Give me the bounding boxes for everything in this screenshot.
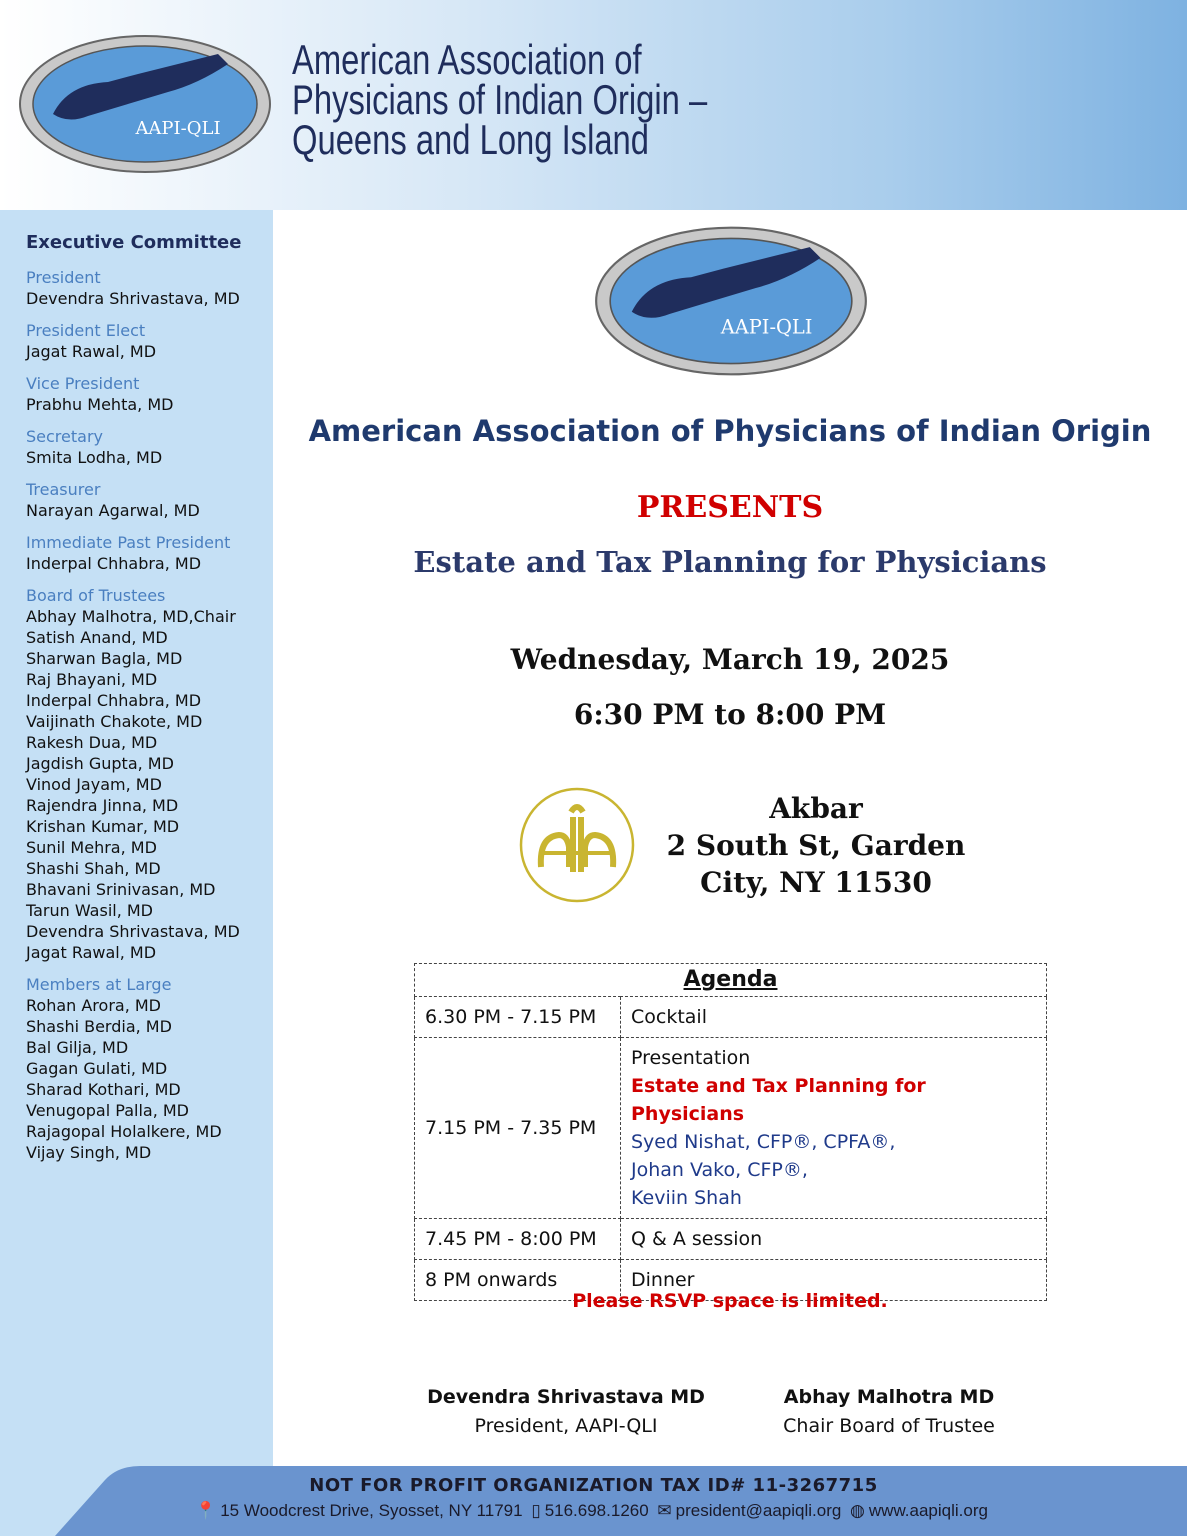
aapi-qli-logo — [18, 34, 272, 174]
venue-line: 2 South St, Garden — [666, 829, 966, 862]
phone: 516.698.1260 — [544, 1501, 649, 1520]
signatory-role: Chair Board of Trustee — [783, 1415, 995, 1437]
committee-member: Jagat Rawal, MD — [26, 342, 157, 361]
organization-name: American Association of Physicians of Indian Origin — [308, 414, 1152, 448]
committee-member: Rajendra Jinna, MD — [26, 796, 179, 815]
location-pin-icon: 📍 — [195, 1501, 217, 1520]
akbar-logo — [519, 787, 635, 903]
committee-group — [26, 532, 273, 574]
agenda-table — [414, 963, 1047, 1301]
agenda-item: Cocktail — [621, 997, 1047, 1038]
signatory-name: Devendra Shrivastava MD — [427, 1386, 705, 1408]
venue-line: City, NY 11530 — [700, 866, 932, 899]
committee-member: Shashi Shah, MD — [26, 859, 161, 878]
svg-text:AAPI-QLI: AAPI-QLI — [720, 315, 813, 339]
committee-role: Members at Large — [26, 975, 172, 994]
committee-member: Satish Anand, MD — [26, 628, 168, 647]
header-title-line: Physicians of Indian Origin – — [292, 76, 708, 123]
rsvp-note: Please RSVP space is limited. — [572, 1290, 888, 1312]
committee-role: Treasurer — [26, 480, 101, 499]
committee-member: Sunil Mehra, MD — [26, 838, 157, 857]
website-link[interactable]: www.aapiqli.org — [868, 1501, 988, 1520]
presents-label: PRESENTS — [636, 490, 824, 525]
venue-address — [660, 790, 972, 901]
event-title: Estate and Tax Planning for Physicians — [413, 545, 1047, 579]
committee-role: President Elect — [26, 321, 146, 340]
committee-role: Vice President — [26, 374, 140, 393]
footer-band — [0, 1460, 1187, 1536]
committee-member: Devendra Shrivastava, MD — [26, 289, 240, 308]
header-banner — [0, 0, 1187, 210]
committee-role: President — [26, 268, 101, 287]
committee-member: Vinod Jayam, MD — [26, 775, 162, 794]
committee-member: Smita Lodha, MD — [26, 448, 163, 467]
contact-line — [0, 1501, 1187, 1521]
header-title — [292, 36, 708, 163]
email-link[interactable]: president@aapiqli.org — [675, 1501, 842, 1520]
address: 15 Woodcrest Drive, Syosset, NY 11791 — [220, 1501, 523, 1520]
header-title-line: American Association of — [292, 36, 642, 83]
committee-member: Jagat Rawal, MD — [26, 943, 157, 962]
agenda-item: Q & A session — [621, 1219, 1047, 1260]
globe-icon: ◍ — [850, 1501, 865, 1520]
signature-president — [420, 1383, 712, 1441]
committee-member: Prabhu Mehta, MD — [26, 395, 174, 414]
event-date: Wednesday, March 19, 2025 — [510, 643, 950, 676]
committee-member: Bal Gilja, MD — [26, 1038, 129, 1057]
committee-member: Raj Bhayani, MD — [26, 670, 158, 689]
svg-text:AAPI-QLI: AAPI-QLI — [135, 118, 221, 139]
committee-member: Abhay Malhotra, MD,Chair — [26, 607, 236, 626]
tax-id: NOT FOR PROFIT ORGANIZATION TAX ID# 11-3267715 — [309, 1475, 878, 1496]
committee-member: Sharwan Bagla, MD — [26, 649, 183, 668]
signature-chair — [760, 1383, 1018, 1441]
committee-member: Krishan Kumar, MD — [26, 817, 180, 836]
committee-group — [26, 320, 273, 362]
agenda-item — [621, 1038, 1047, 1219]
committee-member: Jagdish Gupta, MD — [26, 754, 174, 773]
sidebar-heading: Executive Committee — [26, 232, 242, 253]
committee-member: Devendra Shrivastava, MD — [26, 922, 240, 941]
table-row — [415, 997, 1047, 1038]
committee-role: Immediate Past President — [26, 533, 231, 552]
committee-group — [26, 974, 273, 1163]
speaker: Johan Vako, CFP®, — [631, 1159, 808, 1181]
committee-member: Vaijinath Chakote, MD — [26, 712, 203, 731]
committee-member: Rajagopal Holalkere, MD — [26, 1122, 222, 1141]
table-row — [415, 1038, 1047, 1219]
signatory-name: Abhay Malhotra MD — [783, 1386, 995, 1408]
committee-member: Vijay Singh, MD — [26, 1143, 152, 1162]
committee-member: Tarun Wasil, MD — [26, 901, 153, 920]
envelope-icon: ✉ — [657, 1501, 672, 1520]
committee-role: Secretary — [26, 427, 103, 446]
committee-group — [26, 585, 273, 963]
committee-group — [26, 373, 273, 415]
agenda-time: 8 PM onwards — [415, 1260, 621, 1301]
committee-member: Rohan Arora, MD — [26, 996, 161, 1015]
committee-member: Shashi Berdia, MD — [26, 1017, 172, 1036]
committee-member: Sharad Kothari, MD — [26, 1080, 181, 1099]
committee-member: Gagan Gulati, MD — [26, 1059, 168, 1078]
committee-group — [26, 426, 273, 468]
presentation-title: Estate and Tax Planning for Physicians — [631, 1075, 926, 1125]
event-time: 6:30 PM to 8:00 PM — [573, 698, 887, 731]
agenda-time: 7.45 PM - 8:00 PM — [415, 1219, 621, 1260]
table-row — [415, 1219, 1047, 1260]
committee-member: Bhavani Srinivasan, MD — [26, 880, 216, 899]
committee-group — [26, 479, 273, 521]
speaker: Syed Nishat, CFP®, CPFA®, — [631, 1131, 896, 1153]
agenda-heading: Agenda — [415, 964, 1047, 997]
header-title-line: Queens and Long Island — [292, 116, 650, 163]
phone-icon: ▯ — [531, 1501, 541, 1520]
agenda-time: 7.15 PM - 7.35 PM — [415, 1038, 621, 1219]
agenda-item-label: Presentation — [631, 1047, 751, 1069]
committee-member: Narayan Agarwal, MD — [26, 501, 200, 520]
committee-role: Board of Trustees — [26, 586, 166, 605]
committee-member: Rakesh Dua, MD — [26, 733, 158, 752]
signatory-role: President, AAPI-QLI — [474, 1415, 658, 1437]
committee-member: Inderpal Chhabra, MD — [26, 554, 202, 573]
agenda-time: 6.30 PM - 7.15 PM — [415, 997, 621, 1038]
main-logo — [594, 225, 868, 377]
speaker: Keviin Shah — [631, 1187, 742, 1209]
venue-name: Akbar — [769, 792, 863, 825]
committee-member: Venugopal Palla, MD — [26, 1101, 189, 1120]
committee-group — [26, 267, 273, 309]
executive-committee-sidebar — [0, 210, 273, 1536]
agenda-item: Dinner — [621, 1260, 1047, 1301]
committee-member: Inderpal Chhabra, MD — [26, 691, 202, 710]
